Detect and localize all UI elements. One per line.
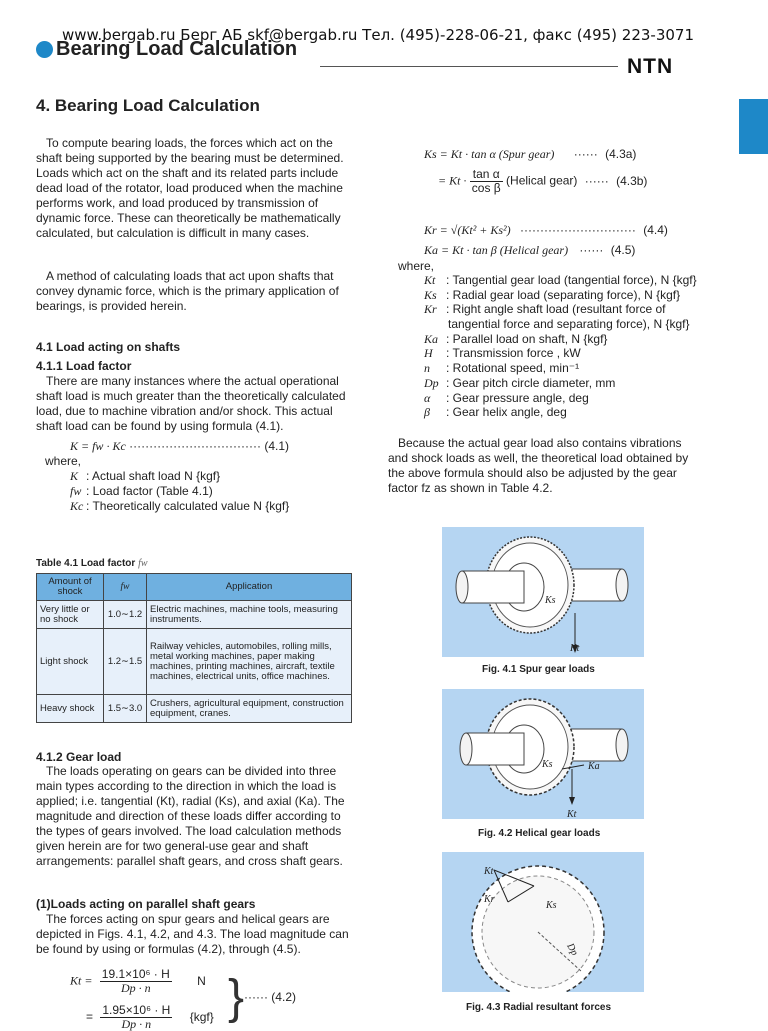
section-title: 4. Bearing Load Calculation <box>36 96 260 115</box>
s412-sub1-paragraph: The forces acting on spur gears and helical gears are depicted in Figs. 4.1, 4.2, and 4.3. The load magnitude can be found by using or formulas (4.2), through (4.5). <box>36 912 349 956</box>
figure-4-2-caption: Fig. 4.2 Helical gear loads <box>478 828 601 839</box>
helical-gear-illustration <box>442 689 644 819</box>
spur-gear-illustration <box>442 527 644 657</box>
s41-definitions <box>70 469 350 514</box>
s412-sub1-title: (1)Loads acting on parallel shaft gears <box>36 897 256 911</box>
label-Ks: Ks <box>542 759 553 770</box>
formula-4-4: Kr = √(Kt² + Ks²) ····························· (4.4) <box>424 223 668 237</box>
right-where-label: where, <box>398 259 435 273</box>
figure-4-3-caption: Fig. 4.3 Radial resultant forces <box>466 1002 612 1013</box>
table-row: Heavy shock 1.5∼3.0 Crushers, agricultural equipment, construction equipment, cranes. <box>37 695 352 723</box>
table-caption: Table 4.1 Load factor fw <box>36 558 148 569</box>
header-contact-line: www.bergab.ru Берг АБ skf@bergab.ru Тел. (495)-228-06-21, факс (495) 223-3071 <box>62 26 695 44</box>
definition-row: Ka : Parallel load on shaft, N {kgf} <box>424 331 608 346</box>
label-Kt: Kt <box>567 809 577 819</box>
intro-paragraph-1: To compute bearing loads, the forces which act on the shaft being supported by the bearing must be determined. Loads which act on the shaft and its related parts include dead load of the rotator, load produced when the machine performs work, and load produced by transmission of dynamic force. These can theoretically be mathematically calculated, but calculation is difficult in many cases. <box>36 136 344 240</box>
table-header-row <box>37 574 352 601</box>
s411-title: 4.1.1 Load factor <box>36 359 132 373</box>
definition-row: β : Gear helix angle, deg <box>424 405 567 420</box>
definition-row: Kr : Right angle shaft load (resultant force of <box>424 302 666 317</box>
figure-4-3-radial-forces <box>442 852 644 992</box>
where-label: where, <box>45 454 82 468</box>
formula-4-2: Kt = $\frac{\text{19.1×10⁶ · H}}{Dp \cdot n}$ N = $\frac{\text{1.95×10⁶ · H}}{Dp \cdot n}$ {kgf} } ······ (4.2) <box>70 967 296 1031</box>
definition-row: tangential force and separating force), N {kgf} <box>448 317 690 332</box>
gear-definitions <box>424 273 744 420</box>
formula-4-3a: Ks = Kt · tan α (Spur gear) ······ (4.3a) <box>424 147 637 161</box>
label-Kt: Kt <box>484 866 494 877</box>
definition-row: α : Gear pressure angle, deg <box>424 390 589 405</box>
table-header-fw: fw <box>104 574 147 601</box>
formula-4-3b: = Kt · $\frac{\text{tan α}}{\text{cos β}}$ (Helical gear) ······ (4.3b) <box>438 167 648 195</box>
definition-row: H : Transmission force , kW <box>424 346 581 361</box>
header-title: Bearing Load Calculation <box>56 38 298 60</box>
formula-4-1-lhs: K = fw · Kc <box>70 439 126 453</box>
table-row: Light shock 1.2∼1.5 Railway vehicles, automobiles, rolling mills, metal working machines, paper making machines, printing machines, aircraft, textile machines, electrical units, office machines. <box>37 629 352 695</box>
label-Ka: Ka <box>588 761 600 772</box>
label-Dp: Dp <box>564 941 580 958</box>
s41-title: 4.1 Load acting on shafts <box>36 340 181 354</box>
definition-row: fw : Load factor (Table 4.1) <box>70 484 213 498</box>
label-Ks: Ks <box>545 595 556 606</box>
title-bullet-icon <box>36 41 53 58</box>
figure-4-1-spur-gear <box>442 527 644 657</box>
definition-row: K : Actual shaft load N {kgf} <box>70 469 221 483</box>
table-header-shock: Amount of shock <box>37 574 104 601</box>
radial-force-illustration <box>442 852 644 992</box>
definition-row: Dp : Gear pitch circle diameter, mm <box>424 375 616 390</box>
definition-row: n : Rotational speed, min⁻¹ <box>424 361 580 376</box>
formula-4-1 <box>70 439 289 454</box>
formula-4-1-dots: ································· <box>129 439 261 453</box>
figure-4-2-helical-gear <box>442 689 644 819</box>
intro-paragraph-2: A method of calculating loads that act upon shafts that convey dynamic force, which is the primary application of bearings, is provided herein. <box>36 269 339 313</box>
table-row: Very little or no shock 1.0∼1.2 Electric machines, machine tools, measuring instruments. <box>37 601 352 629</box>
formula-4-1-number: (4.1) <box>264 439 290 453</box>
definition-row: Ks : Radial gear load (separating force), N {kgf} <box>424 287 681 302</box>
definition-row: Kt : Tangential gear load (tangential force), N {kgf} <box>424 273 697 287</box>
label-Kt: Kt <box>570 643 580 654</box>
label-Kr: Kr <box>484 894 495 905</box>
label-Ks: Ks <box>546 900 557 911</box>
s412-paragraph: The loads operating on gears can be divided into three main types according to the direction in which the load is applied; i.e. tangential (Kt), radial (Ks), and axial (Ka). The magnitude and direction of these loads differ according to the types of gears involved. The load calculation methods given herein are for two general-use gear and shaft arrangements: parallel shaft gears, and cross shaft gears. <box>36 764 345 868</box>
formula-4-5: Ka = Kt · tan β (Helical gear) ······ (4.5) <box>424 243 636 257</box>
definition-row: Kc : Theoretically calculated value N {kgf} <box>70 499 290 513</box>
s412-title: 4.1.2 Gear load <box>36 750 122 764</box>
table-header-application: Application <box>147 574 352 601</box>
load-factor-table <box>36 573 352 723</box>
section-tab-marker <box>739 99 768 154</box>
header-rule <box>320 66 618 67</box>
gear-factor-paragraph: Because the actual gear load also contains vibrations and shock loads as well, the theoretical load obtained by the above formula should also be adjusted by the gear factor fz as shown in Table 4.2. <box>388 436 689 495</box>
s411-paragraph: There are many instances where the actual operational shaft load is much greater than the theoretically calculated load, due to machine vibration and/or shock. This actual shaft load can be found by using formula (4.1). <box>36 374 346 433</box>
brand-logo: NTN <box>627 55 674 78</box>
figure-4-1-caption: Fig. 4.1 Spur gear loads <box>482 664 595 675</box>
